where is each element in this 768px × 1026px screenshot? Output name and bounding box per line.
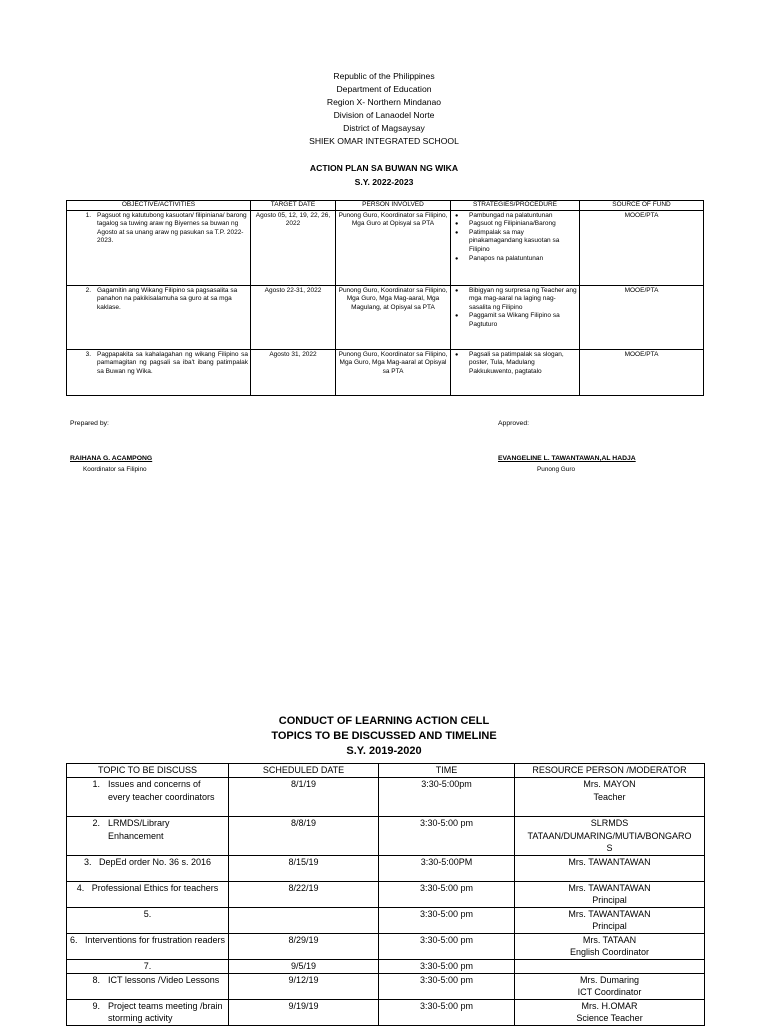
- topic-cell: [67, 881, 229, 907]
- time-cell: 3:30-5:00pm: [379, 778, 515, 817]
- column-header: OBJECTIVE/ACTIVITIES: [67, 201, 251, 211]
- topic-text: Issues and concerns of every teacher coordinators: [108, 779, 215, 802]
- resource-line: Mrs. TAWANTAWAN: [568, 908, 651, 919]
- time-cell: 3:30-5:00 pm: [379, 973, 515, 999]
- resource-line: Science Teacher: [576, 1013, 643, 1023]
- lac-title-line: S.Y. 2019-2020: [346, 745, 422, 757]
- letterhead: [0, 70, 768, 148]
- time-cell: 3:30-5:00 pm: [379, 817, 515, 856]
- row-number: 3.: [85, 350, 91, 358]
- resource-cell: [515, 817, 705, 856]
- strategy-item: ● Pagsali sa patimpalak sa slogan, poster, Tula, Madulang Pakkukuwento, pagtatalo: [453, 351, 577, 377]
- topic-label: Interventions for frustration readers: [84, 934, 226, 945]
- action-plan-heading: ACTION PLAN SA BUWAN NG WIKA: [309, 163, 459, 173]
- row-number: 4.: [76, 882, 85, 893]
- action-plan-title: [0, 161, 768, 189]
- row-number: 6.: [69, 934, 78, 945]
- action-plan-school-year: S.Y. 2022-2023: [354, 177, 414, 187]
- resource-cell: [515, 959, 705, 973]
- resource-line: Principal: [592, 895, 627, 905]
- resource-line: ICT Coordinator: [577, 987, 642, 997]
- resource-line: Principal: [592, 921, 627, 931]
- topic-text: [70, 934, 225, 947]
- column-header: RESOURCE PERSON /MODERATOR: [515, 764, 705, 778]
- action-plan-table: [66, 200, 704, 396]
- letterhead-line: Division of Lanaodel Norte: [333, 110, 435, 120]
- topic-text: ICT lessons /Video Lessons: [108, 974, 220, 985]
- target-date-cell: Agosto 22-31, 2022: [251, 285, 336, 349]
- row-number: 9.: [92, 1000, 100, 1011]
- time-cell: 3:30-5:00 pm: [379, 933, 515, 959]
- topic-text: [84, 856, 211, 869]
- fund-cell: MOOE/PTA: [580, 285, 704, 349]
- prepared-by-name: RAIHANA G. ACAMPONG: [70, 455, 153, 462]
- resource-cell: [515, 778, 705, 817]
- table-row: [67, 933, 705, 959]
- strategy-item: ● Patimpalak sa may pinakamagandang kasuotan sa Filipino: [453, 229, 577, 255]
- topic-cell: [67, 973, 229, 999]
- row-number: 8.: [92, 974, 100, 985]
- table-row: [67, 349, 704, 395]
- row-number: 7.: [143, 960, 152, 971]
- resource-cell: [515, 973, 705, 999]
- objective-cell: [67, 285, 251, 349]
- topic-text: Project teams meeting /brain storming activity: [108, 1000, 223, 1023]
- column-header: STRATEGIES/PROCEDURE: [451, 201, 580, 211]
- date-cell: 8/29/19: [229, 933, 379, 959]
- topic-text: [77, 882, 219, 895]
- lac-title: [0, 714, 768, 759]
- row-number: 1.: [92, 779, 100, 789]
- resource-line: Mrs. MAYON: [583, 779, 636, 789]
- date-cell: [229, 907, 379, 933]
- lac-title-line: TOPICS TO BE DISCUSSED AND TIMELINE: [271, 730, 497, 742]
- resource-line: TATAAN/DUMARING/MUTIA/BONGARO: [527, 830, 692, 841]
- column-header: TOPIC TO BE DISCUSS: [67, 764, 229, 778]
- resource-line: Mrs. TAWANTAWAN: [568, 882, 651, 893]
- date-cell: 8/22/19: [229, 881, 379, 907]
- resource-cell: [515, 855, 705, 881]
- row-number: 2.: [85, 286, 91, 294]
- table-row: [67, 999, 705, 1025]
- lac-title-line: CONDUCT OF LEARNING ACTION CELL: [278, 715, 490, 727]
- approved-by-name: EVANGELINE L. TAWANTAWAN,AL HADJA: [498, 455, 636, 462]
- resource-line: S: [606, 843, 613, 853]
- fund-cell: MOOE/PTA: [580, 349, 704, 395]
- date-cell: 9/19/19: [229, 999, 379, 1025]
- date-cell: 9/12/19: [229, 973, 379, 999]
- letterhead-line: Region X- Northern Mindanao: [326, 97, 442, 107]
- time-cell: 3:30-5:00 pm: [379, 907, 515, 933]
- table-row: [67, 881, 705, 907]
- strategy-item: ● Panapos na palatuntunan: [453, 255, 577, 264]
- approved-label: Approved:: [498, 420, 529, 427]
- target-date-cell: Agosto 05, 12, 19, 22, 26, 2022: [251, 210, 336, 285]
- date-cell: 9/5/19: [229, 959, 379, 973]
- resource-cell: [515, 907, 705, 933]
- topic-cell: [67, 855, 229, 881]
- column-header: TIME: [379, 764, 515, 778]
- letterhead-line: Department of Education: [336, 84, 432, 94]
- time-cell: 3:30-5:00 pm: [379, 881, 515, 907]
- table-row: [67, 778, 705, 817]
- date-cell: 8/8/19: [229, 817, 379, 856]
- topic-label: Professional Ethics for teachers: [91, 882, 219, 893]
- topic-label: DepEd order No. 36 s. 2016: [98, 856, 212, 867]
- time-cell: 3:30-5:00PM: [379, 855, 515, 881]
- topic-cell: [67, 778, 229, 817]
- strategy-item: ● Paggamit sa Wikang Filipino sa Pagtuturo: [453, 312, 577, 329]
- resource-line: Teacher: [593, 791, 626, 802]
- resource-line: Mrs. TATAAN: [582, 934, 637, 945]
- table-row: [67, 817, 705, 856]
- letterhead-line: SHIEK OMAR INTEGRATED SCHOOL: [309, 136, 459, 146]
- date-cell: 8/15/19: [229, 855, 379, 881]
- strategy-item: ● Bibigyan ng surpresa ng Teacher ang mga mag-aaral na laging nag-sasalita ng Filipino: [453, 287, 577, 313]
- column-header: PERSON INVOLVED: [336, 201, 451, 211]
- objective-cell: [67, 210, 251, 285]
- objective-text: Gagamitin ang Wikang Filipino sa pagsasalita sa panahon na pakikisalamuha sa guro at sa mga kaklase.: [97, 286, 238, 311]
- topic-cell: [67, 907, 229, 933]
- objective-cell: [67, 349, 251, 395]
- resource-line: Mrs. TAWANTAWAN: [568, 856, 651, 867]
- letterhead-line: Republic of the Philippines: [333, 71, 435, 81]
- row-number: 1.: [85, 211, 91, 219]
- resource-line: Mrs. H.OMAR: [581, 1000, 638, 1011]
- topic-text: LRMDS/Library Enhancement: [108, 818, 170, 841]
- target-date-cell: Agosto 31, 2022: [251, 349, 336, 395]
- topic-cell: [67, 999, 229, 1025]
- resource-cell: [515, 933, 705, 959]
- row-number: 2.: [92, 818, 100, 828]
- resource-line: Mrs. Dumaring: [579, 974, 639, 985]
- table-row: [67, 210, 704, 285]
- letterhead-line: District of Magsaysay: [343, 123, 425, 133]
- table-row: [67, 907, 705, 933]
- resource-cell: [515, 881, 705, 907]
- strategies-cell: [451, 285, 580, 349]
- table-header-row: [67, 764, 705, 778]
- fund-cell: MOOE/PTA: [580, 210, 704, 285]
- strategy-item: ● Pambungad na palatuntunan: [453, 212, 577, 221]
- table-row: [67, 973, 705, 999]
- objective-text: Pagpapakita sa kahalagahan ng wikang Filipino sa pamamagitan ng pagsali sa iba't ibang patimpalak sa Buwan ng Wika.: [97, 350, 248, 375]
- resource-cell: [515, 999, 705, 1025]
- strategies-cell: [451, 349, 580, 395]
- row-number: 5.: [143, 908, 152, 919]
- table-row: [67, 285, 704, 349]
- resource-line: SLRMDS: [590, 818, 629, 828]
- resource-line: English Coordinator: [569, 947, 650, 957]
- objective-text: Pagsuot ng katutubong kasuotan/ filipiniana/ barong tagalog sa tuwing araw ng Biyernes sa buwan ng Agosto at sa unang araw ng pasukan sa T.P. 2022-2023.: [97, 211, 247, 245]
- approved-by-role: Punong Guro: [537, 466, 576, 473]
- topic-cell: [67, 817, 229, 856]
- row-number: 3.: [83, 856, 92, 867]
- table-row: [67, 959, 705, 973]
- column-header: SCHEDULED DATE: [229, 764, 379, 778]
- column-header: TARGET DATE: [251, 201, 336, 211]
- strategies-cell: [451, 210, 580, 285]
- table-row: [67, 855, 705, 881]
- date-cell: 8/1/19: [229, 778, 379, 817]
- time-cell: 3:30-5:00 pm: [379, 999, 515, 1025]
- table-header-row: [67, 201, 704, 211]
- topic-cell: [67, 933, 229, 959]
- persons-cell: Punong Guro, Koordinator sa Filipino, Mga Guro at Opisyal sa PTA: [336, 210, 451, 285]
- prepared-by-label: Prepared by:: [70, 420, 109, 427]
- column-header: SOURCE OF FUND: [580, 201, 704, 211]
- time-cell: 3:30-5:00 pm: [379, 959, 515, 973]
- lac-table: [66, 763, 705, 1026]
- persons-cell: Punong Guro, Koordinator sa Filipino, Mga Guro, Mga Mag-aaral, Mga Magulang, at Opisyal sa PTA: [336, 285, 451, 349]
- topic-cell: [67, 959, 229, 973]
- strategy-item: ● Pagsuot ng Filipiniana/Barong: [453, 220, 577, 229]
- prepared-by-role: Koordinator sa Filipino: [83, 466, 147, 473]
- persons-cell: Punong Guro, Koordinator sa Filipino, Mga Guro, Mga Mag-aaral at Opisyal sa PTA: [336, 349, 451, 395]
